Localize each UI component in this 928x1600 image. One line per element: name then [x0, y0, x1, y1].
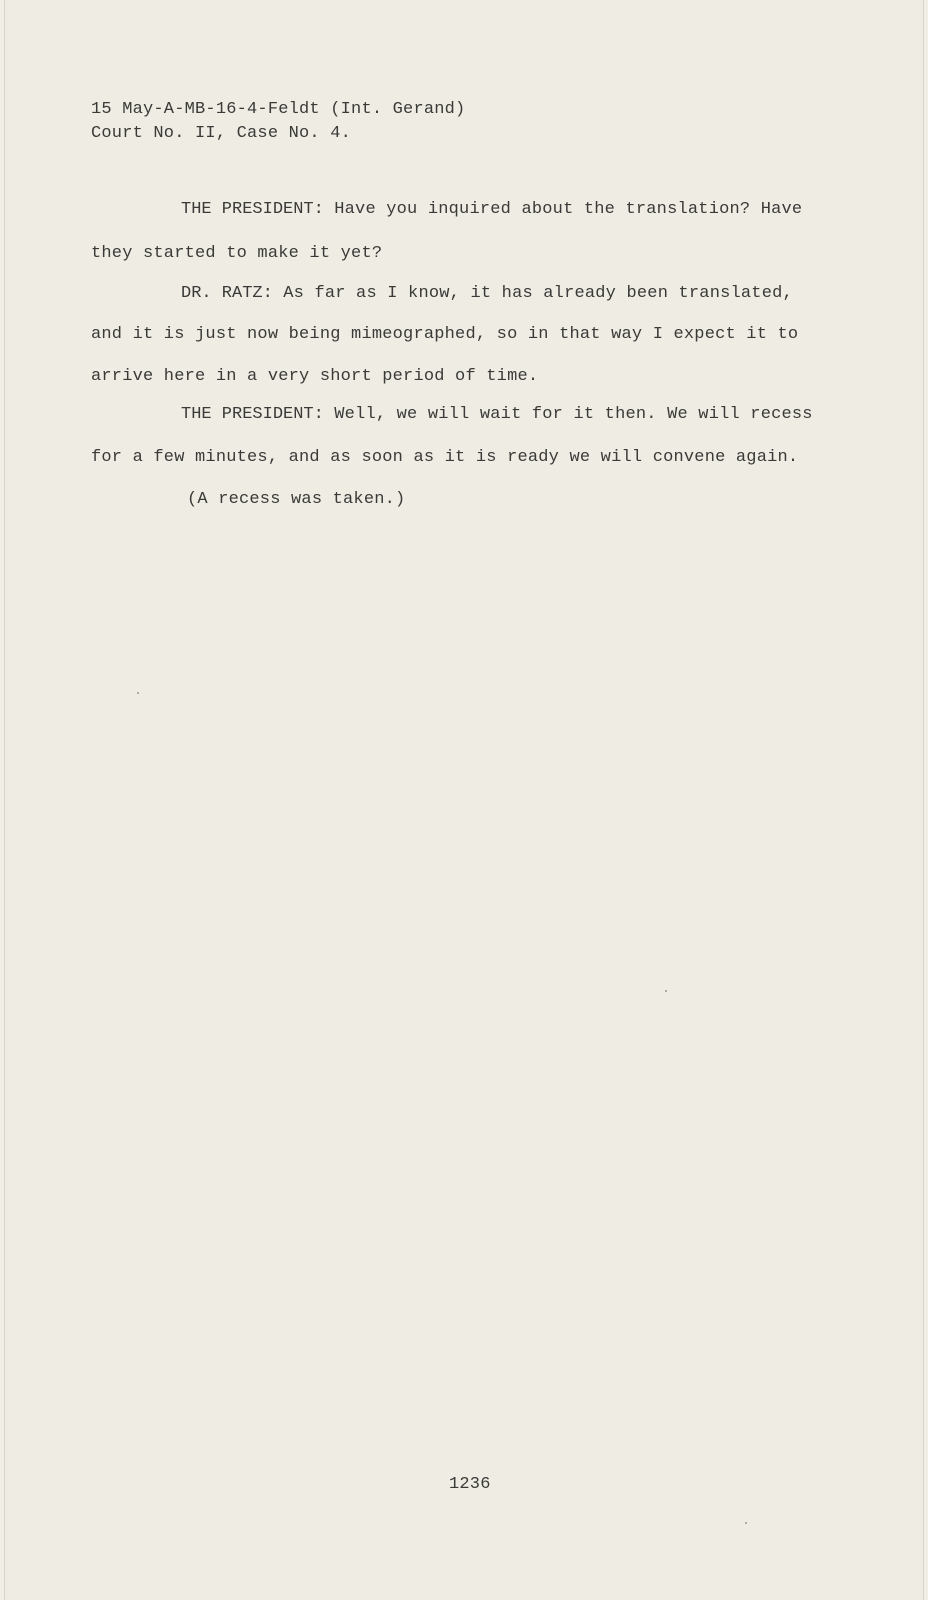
transcript-text: As far as I know, it has already been translated, [283, 284, 793, 303]
stage-direction: (A recess was taken.) [187, 490, 406, 509]
paragraph-1-line-1 [181, 200, 802, 219]
transcript-text: Well, we will wait for it then. We will recess [334, 405, 813, 424]
page-number: 1236 [449, 1475, 491, 1494]
speaker-label: THE PRESIDENT: [181, 405, 324, 424]
transcript-line: they started to make it yet? [91, 244, 383, 263]
paragraph-3-line-1 [181, 405, 813, 424]
paper-speck [665, 990, 667, 992]
transcript-line: arrive here in a very short period of time. [91, 367, 539, 386]
document-page [4, 0, 924, 1600]
paragraph-2-line-1 [181, 284, 793, 303]
header-line-1: 15 May-A-MB-16-4-Feldt (Int. Gerand) [91, 100, 466, 119]
speaker-label: THE PRESIDENT: [181, 200, 324, 219]
transcript-line: and it is just now being mimeographed, so in that way I expect it to [91, 325, 799, 344]
paper-speck [137, 692, 139, 694]
transcript-text: Have you inquired about the translation? Have [334, 200, 803, 219]
speaker-label: DR. RATZ: [181, 284, 273, 303]
header-line-2: Court No. II, Case No. 4. [91, 124, 352, 143]
transcript-line: for a few minutes, and as soon as it is ready we will convene again. [91, 448, 799, 467]
paper-speck [745, 1522, 747, 1524]
document-header [91, 98, 465, 146]
